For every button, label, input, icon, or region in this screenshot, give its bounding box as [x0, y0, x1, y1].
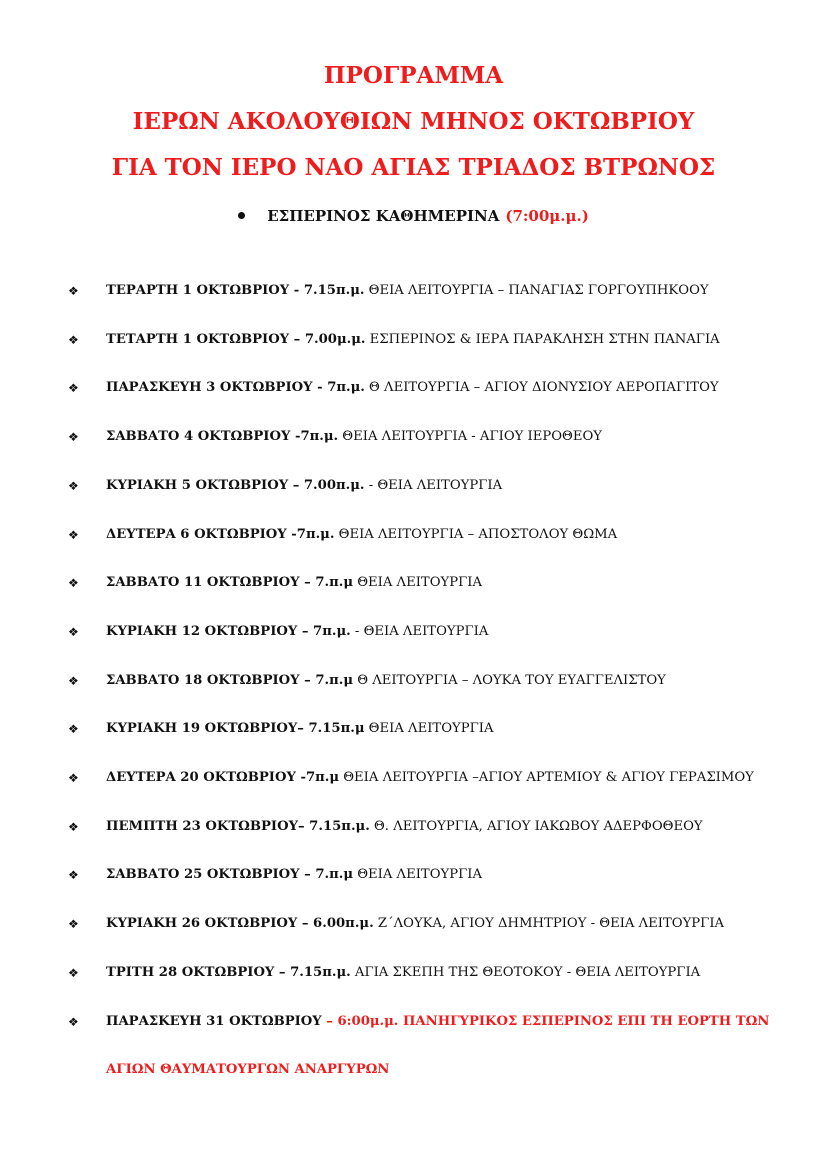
diamond-bullet-icon: ❖: [68, 478, 79, 493]
entry-description: ΘΕΙΑ ΛΕΙΤΟΥΡΓΙΑ – ΑΠΟΣΤΟΛΟΥ ΘΩΜΑ: [334, 526, 618, 542]
entry-date-time: ΔΕΥΤΕΡΑ 6 ΟΚΤΩΒΡΙΟΥ -7π.μ.: [106, 526, 335, 542]
page-title: ΠΡΟΓΡΑΜΜΑ: [323, 62, 504, 89]
schedule-entry: [68, 572, 788, 594]
entry-description: Θ ΛΕΙΤΟΥΡΓΙΑ – ΛΟΥΚΑ ΤΟΥ ΕΥΑΓΓΕΛΙΣΤΟΥ: [353, 672, 666, 688]
entry-text: [106, 767, 754, 789]
diamond-bullet-icon: ❖: [68, 965, 79, 980]
entry-description: Θ ΛΕΙΤΟΥΡΓΙΑ – ΑΓΙΟΥ ΔΙΟΝΥΣΙΟΥ ΑΕΡΟΠΑΓΙΤΟΥ: [364, 380, 719, 396]
schedule-entry: [68, 280, 788, 302]
schedule-entry: [68, 670, 788, 692]
entry-description: ΘΕΙΑ ΛΕΙΤΟΥΡΓΙΑ - ΑΓΙΟΥ ΙΕΡΟΘΕΟΥ: [338, 429, 603, 445]
diamond-bullet-icon: ❖: [68, 819, 79, 834]
schedule-entry: [68, 864, 788, 886]
entry-text: [106, 864, 482, 886]
entry-text: [106, 280, 709, 302]
diamond-bullet-icon: ❖: [68, 917, 79, 932]
schedule-entry: [68, 767, 788, 789]
entry-text: [106, 962, 700, 984]
entry-text: [106, 816, 703, 838]
entry-description: - ΘΕΙΑ ΛΕΙΤΟΥΡΓΙΑ: [364, 477, 503, 493]
diamond-bullet-icon: ❖: [68, 1014, 79, 1029]
entry-date-time: ΣΑΒΒΑΤΟ 4 ΟΚΤΩΒΡΙΟΥ -7π.μ.: [106, 429, 339, 445]
entry-description: – 6:00μ.μ. ΠΑΝΗΓΥΡΙΚΟΣ ΕΣΠΕΡΙΝΟΣ ΕΠΙ ΤΗ ΕΟΡΤΗ ΤΩΝ: [321, 1013, 770, 1029]
diamond-bullet-icon: ❖: [68, 430, 79, 445]
entry-description: Ζ΄ΛΟΥΚΑ, ΑΓΙΟΥ ΔΗΜΗΤΡΙΟΥ - ΘΕΙΑ ΛΕΙΤΟΥΡΓΙΑ: [373, 916, 725, 932]
schedule-entry: [68, 816, 788, 838]
entry-description: ΘΕΙΑ ΛΕΙΤΟΥΡΓΙΑ: [364, 721, 494, 737]
entry-text: [106, 475, 502, 497]
vespers-time: (7:00μ.μ.): [505, 207, 589, 225]
schedule-entry: [68, 524, 788, 546]
vespers-label: ΕΣΠΕΡΙΝΟΣ ΚΑΘΗΜΕΡΙΝΑ: [267, 207, 500, 225]
entry-date-time: ΚΥΡΙΑΚΗ 19 ΟΚΤΩΒΡΙΟΥ– 7.15π.μ: [106, 721, 365, 737]
entry-date-time: ΚΥΡΙΑΚΗ 26 ΟΚΤΩΒΡΙΟΥ – 6.00π.μ.: [106, 916, 374, 932]
entry-date-time: ΠΕΜΠΤΗ 23 ΟΚΤΩΒΡΙΟΥ– 7.15π.μ.: [106, 818, 370, 834]
church-name: ΓΙΑ ΤΟΝ ΙΕΡΟ ΝΑΟ ΑΓΙΑΣ ΤΡΙΑΔΟΣ ΒΤΡΩΝΟΣ: [111, 154, 716, 181]
entry-description: ΘΕΙΑ ΛΕΙΤΟΥΡΓΙΑ –ΑΓΙΟΥ ΑΡΤΕΜΙΟΥ & ΑΓΙΟΥ ΓΕΡΑΣΙΜΟΥ: [339, 770, 754, 785]
entry-description: ΘΕΙΑ ΛΕΙΤΟΥΡΓΙΑ: [353, 867, 482, 883]
entry-date-time: ΚΥΡΙΑΚΗ 12 ΟΚΤΩΒΡΙΟΥ – 7π.μ.: [106, 623, 351, 639]
entry-description: ΘΕΙΑ ΛΕΙΤΟΥΡΓΙΑ – ΠΑΝΑΓΙΑΣ ΓΟΡΓΟΥΠΗΚΟΟΥ: [364, 283, 709, 298]
daily-vespers-note: [0, 207, 827, 225]
entry-description: - ΘΕΙΑ ΛΕΙΤΟΥΡΓΙΑ: [350, 623, 489, 639]
entry-date-time: ΠΑΡΑΣΚΕΥΗ 31 ΟΚΤΩΒΡΙΟΥ: [106, 1013, 322, 1029]
schedule-entry: [68, 377, 788, 399]
diamond-bullet-icon: ❖: [68, 381, 79, 396]
entry-description: Θ. ΛΕΙΤΟΥΡΓΙΑ, ΑΓΙΟΥ ΙΑΚΩΒΟΥ ΑΔΕΡΦΟΘΕΟΥ: [369, 818, 703, 834]
entry-date-time: ΣΑΒΒΑΤΟ 25 ΟΚΤΩΒΡΙΟΥ – 7.π.μ: [106, 867, 353, 883]
diamond-bullet-icon: ❖: [68, 771, 79, 785]
schedule-entry: [68, 426, 788, 448]
schedule-entry: [68, 1011, 788, 1033]
entry-date-time: ΤΕΤΑΡΤΗ 1 ΟΚΤΩΒΡΙΟΥ – 7.00μ.μ.: [106, 331, 366, 347]
entry-date-time: ΤΕΡΑΡΤΗ 1 ΟΚΤΩΒΡΙΟΥ - 7.15π.μ.: [106, 283, 365, 298]
entry-date-time: ΣΑΒΒΑΤΟ 18 ΟΚΤΩΒΡΙΟΥ – 7.π.μ: [106, 672, 353, 688]
schedule-entry: [68, 718, 788, 740]
diamond-bullet-icon: ❖: [68, 284, 79, 298]
last-entry-continuation: ΑΓΙΩΝ ΘΑΥΜΑΤΟΥΡΓΩΝ ΑΝΑΡΓΥΡΩΝ: [106, 1062, 390, 1078]
diamond-bullet-icon: ❖: [68, 624, 79, 639]
entry-text: [106, 572, 482, 594]
diamond-bullet-icon: ❖: [68, 722, 79, 737]
entry-description: ΕΣΠΕΡΙΝΟΣ & ΙΕΡΑ ΠΑΡΑΚΛΗΣΗ ΣΤΗΝ ΠΑΝΑΓΙΑ: [365, 331, 720, 347]
entry-text: [106, 329, 720, 351]
schedule-entry: [68, 475, 788, 497]
diamond-bullet-icon: ❖: [68, 576, 79, 591]
page-subtitle: ΙΕΡΩΝ ΑΚΟΛΟΥΘΙΩΝ ΜΗΝΟΣ ΟΚΤΩΒΡΙΟΥ: [132, 108, 695, 135]
entry-text: [106, 718, 493, 740]
entry-text: [106, 913, 724, 935]
schedule-entry: [68, 621, 788, 643]
entry-date-time: ΣΑΒΒΑΤΟ 11 ΟΚΤΩΒΡΙΟΥ – 7.π.μ: [106, 575, 353, 591]
entry-date-time: ΤΡΙΤΗ 28 ΟΚΤΩΒΡΙΟΥ – 7.15π.μ.: [106, 964, 351, 980]
entry-date-time: ΚΥΡΙΑΚΗ 5 ΟΚΤΩΒΡΙΟΥ – 7.00π.μ.: [106, 477, 365, 493]
entry-text: [106, 670, 666, 692]
entry-date-time: ΠΑΡΑΣΚΕΥΗ 3 ΟΚΤΩΒΡΙΟΥ - 7π.μ.: [106, 380, 365, 396]
schedule-entry: [68, 962, 788, 984]
diamond-bullet-icon: ❖: [68, 868, 79, 883]
entry-text: [106, 377, 719, 399]
entry-text: [106, 1011, 769, 1033]
diamond-bullet-icon: ❖: [68, 332, 79, 347]
bullet-dot-icon: [238, 212, 245, 219]
entry-text: [106, 621, 488, 643]
schedule-entry: [68, 913, 788, 935]
schedule-entry: [68, 329, 788, 351]
entry-date-time: ΔΕΥΤΕΡΑ 20 ΟΚΤΩΒΡΙΟΥ -7π.μ: [106, 770, 340, 785]
entry-text: [106, 426, 602, 448]
entry-text: [106, 524, 617, 546]
diamond-bullet-icon: ❖: [68, 673, 79, 688]
entry-description: ΑΓΙΑ ΣΚΕΠΗ ΤΗΣ ΘΕΟΤΟΚΟΥ - ΘΕΙΑ ΛΕΙΤΟΥΡΓΙΑ: [350, 964, 701, 980]
entry-description: ΘΕΙΑ ΛΕΙΤΟΥΡΓΙΑ: [353, 575, 482, 591]
diamond-bullet-icon: ❖: [68, 527, 79, 542]
